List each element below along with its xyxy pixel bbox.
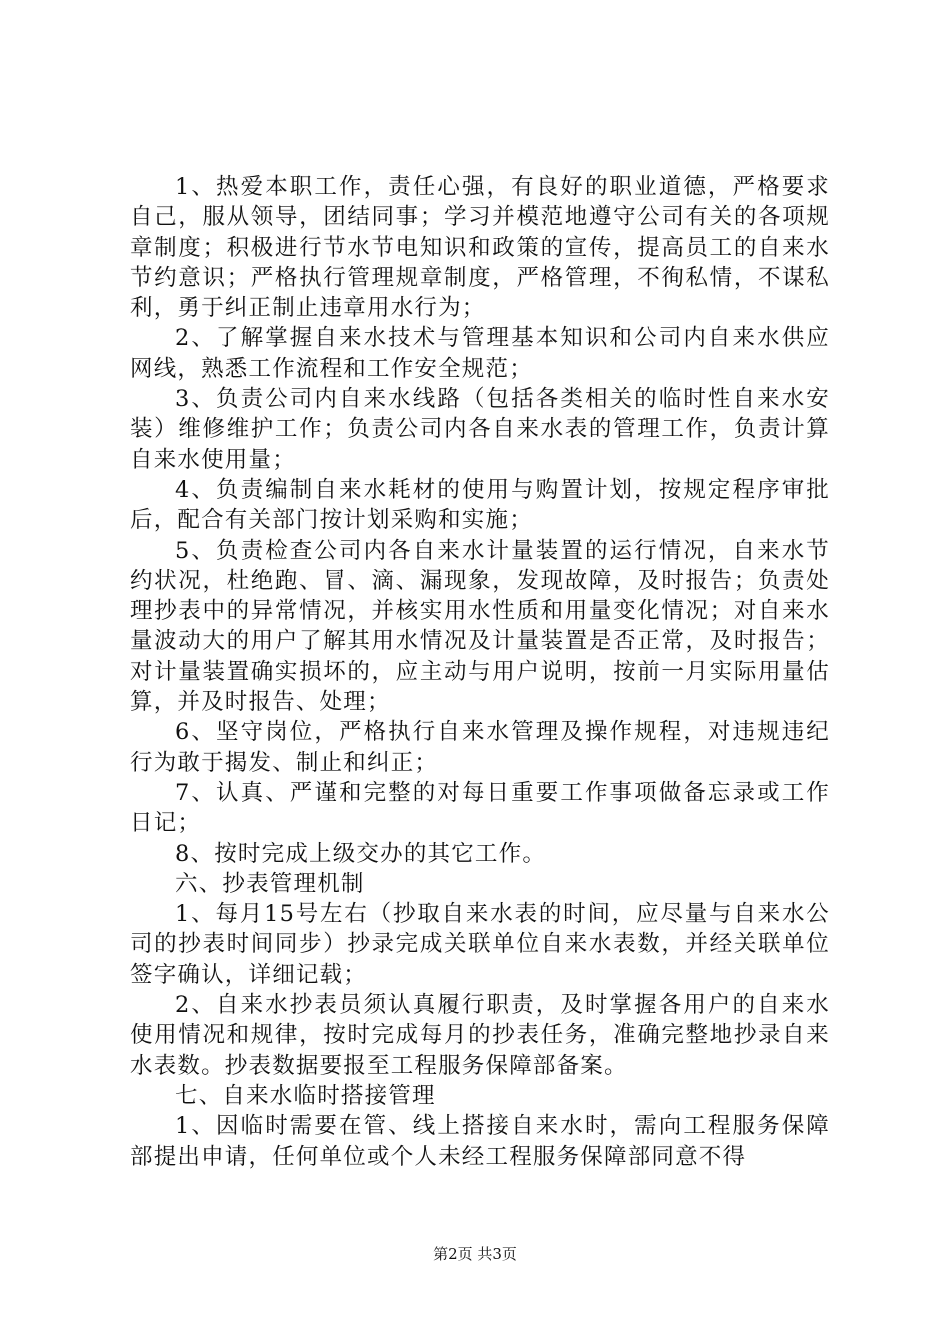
paragraph-duty-2: 2、了解掌握自来水技术与管理基本知识和公司内自来水供应网线，熟悉工作流程和工作安全规范； — [130, 325, 830, 382]
document-body — [130, 172, 830, 1172]
section-heading-temporary-connection: 七、自来水临时搭接管理 — [175, 1082, 436, 1109]
paragraph-duty-7: 7、认真、严谨和完整的对每日重要工作事项做备忘录或工作日记； — [130, 779, 830, 837]
section-heading-meter-reading: 六、抄表管理机制 — [175, 870, 365, 897]
paragraph-duty-5: 5、负责检查公司内各自来水计量装置的运行情况，自来水节约状况，杜绝跑、冒、滴、漏现象，发现故障，及时报告；负责处理抄表中的异常情况，并核实用水性质和用量变化情况；对自来水量波动大的用户了解其用水情况及计量装置是否正常，及时报告；对计量装置确实损坏的，应主动与用户说明，按前一月实际用量估算，并及时报告、处理； — [130, 537, 830, 716]
page-footer: 第2页 共3页 — [433, 1245, 517, 1263]
paragraph-duty-6: 6、坚守岗位，严格执行自来水管理及操作规程，对违规违纪行为敢于揭发、制止和纠正； — [130, 719, 830, 776]
paragraph-meter-1: 1、每月15号左右（抄取自来水表的时间，应尽量与自来水公司的抄表时间同步）抄录完成关联单位自来水表数，并经关联单位签字确认，详细记载； — [130, 901, 830, 988]
paragraph-duty-3: 3、负责公司内自来水线路（包括各类相关的临时性自来水安装）维修维护工作；负责公司内各自来水表的管理工作，负责计算自来水使用量； — [130, 386, 830, 473]
paragraph-duty-1: 1、热爱本职工作，责任心强，有良好的职业道德，严格要求自己，服从领导，团结同事；学习并模范地遵守公司有关的各项规章制度；积极进行节水节电知识和政策的宣传，提高员工的自来水节约意识；严格执行管理规章制度，严格管理，不徇私情，不谋私利，勇于纠正制止违章用水行为； — [130, 174, 830, 322]
paragraph-temporary-1: 1、因临时需要在管、线上搭接自来水时，需向工程服务保障部提出申请，任何单位或个人未经工程服务保障部同意不得 — [130, 1113, 830, 1170]
paragraph-duty-4: 4、负责编制自来水耗材的使用与购置计划，按规定程序审批后，配合有关部门按计划采购和实施； — [130, 476, 830, 534]
paragraph-duty-8: 8、按时完成上级交办的其它工作。 — [175, 840, 547, 867]
paragraph-meter-2: 2、自来水抄表员须认真履行职责，及时掌握各用户的自来水使用情况和规律，按时完成每月的抄表任务，准确完整地抄录自来水表数。抄表数据要报至工程服务保障部备案。 — [130, 992, 830, 1079]
